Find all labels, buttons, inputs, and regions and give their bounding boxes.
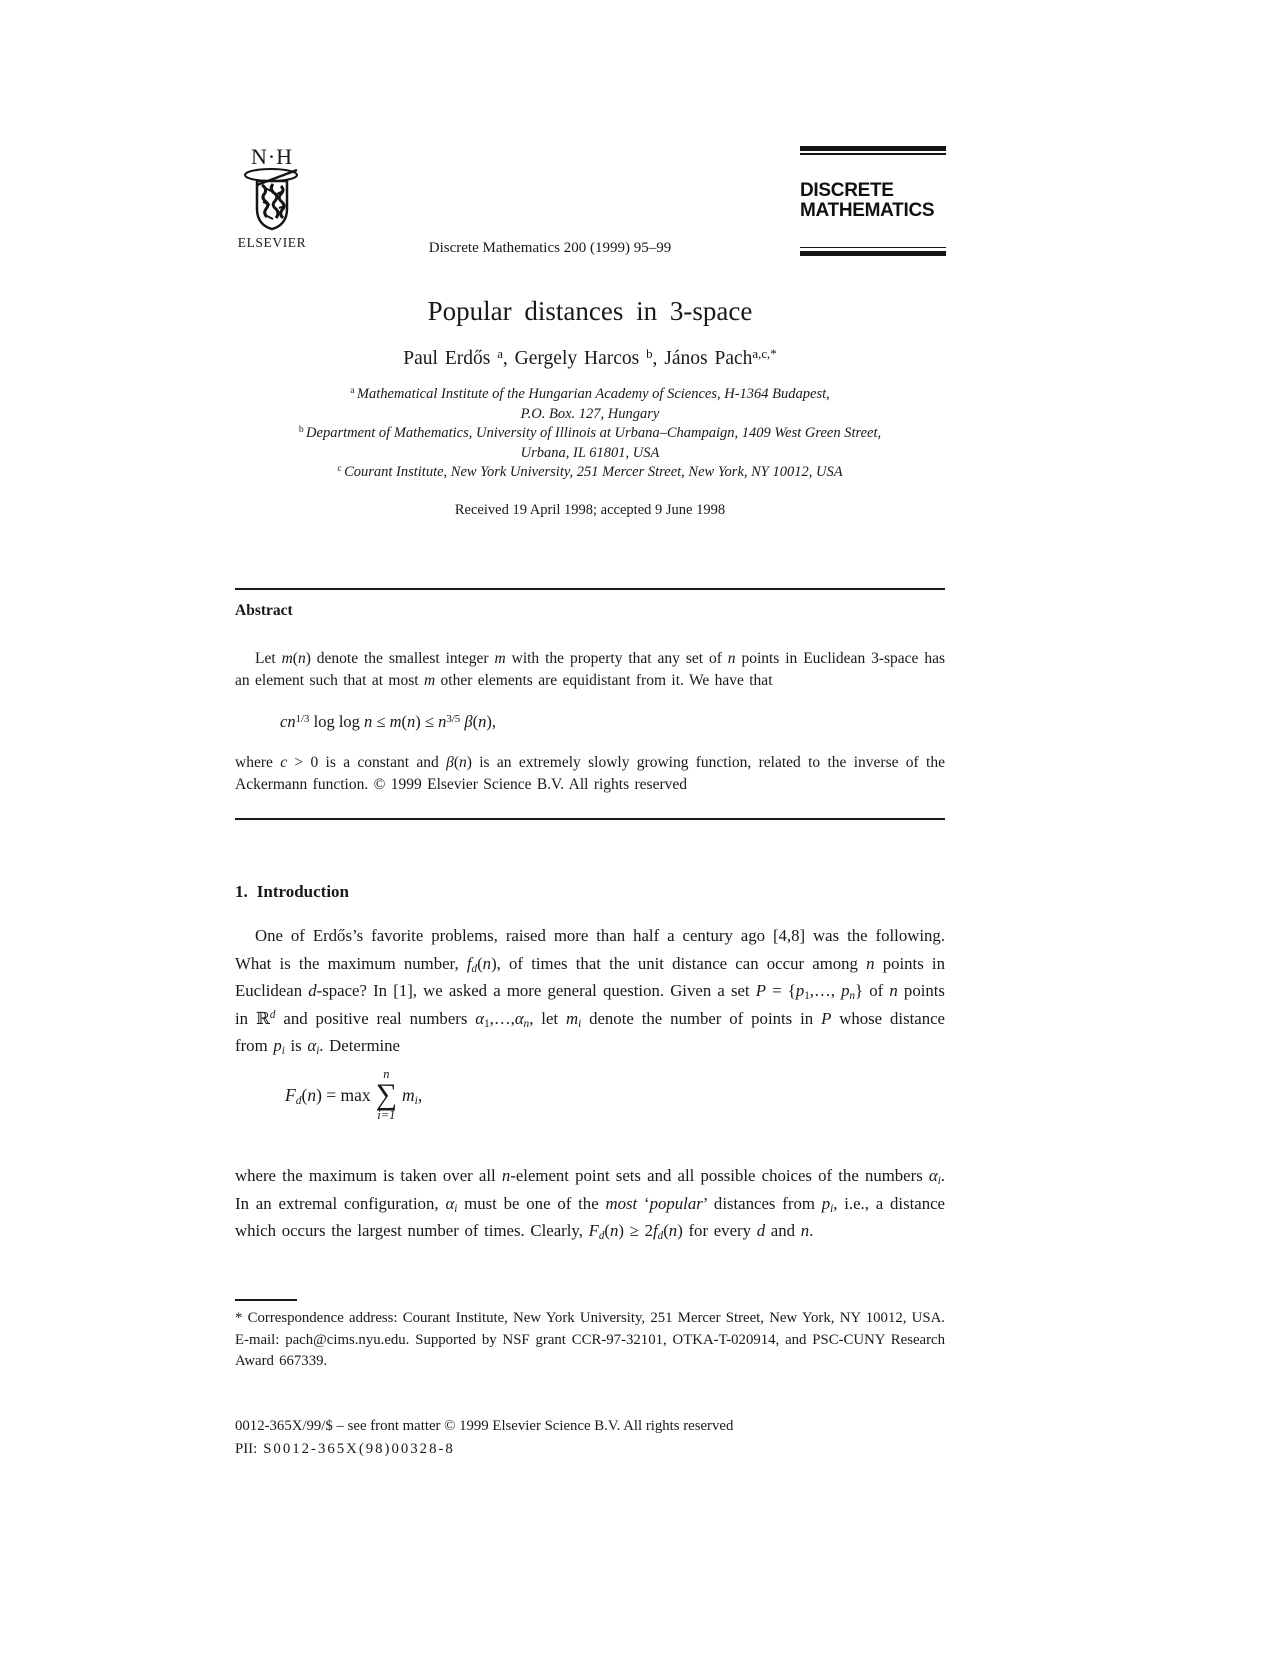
elsevier-logo [237, 146, 307, 251]
section-number: 1. [235, 882, 248, 901]
copyright-line: 0012-365X/99/$ – see front matter © 1999 Elsevier Science B.V. All rights reserved [235, 1418, 734, 1434]
affiliation-line: Urbana, IL 61801, USA [520, 444, 660, 461]
journal-citation: Discrete Mathematics 200 (1999) 95–99 [428, 240, 672, 256]
pii-label: PII: [235, 1441, 258, 1457]
sum-lower-limit: i=1 [377, 1108, 396, 1122]
footnote-divider [235, 1299, 297, 1301]
sum-upper-limit: n [383, 1067, 390, 1081]
display-formula [235, 1068, 945, 1122]
pii-line [235, 1441, 945, 1458]
affiliation-line: $^c$ Courant Institute, New York University, 251 Mercer Street, New York, NY 10012, USA [337, 463, 843, 480]
journal-name-line2: MATHEMATICS [800, 199, 935, 221]
elsevier-wordmark: ELSEVIER [237, 235, 307, 250]
abstract-paragraph: Let m(n) denote the smallest integer m with the property that any set of n points in Euclidean 3-space has an element such that at most m other elements are equidistant from it. We have that [235, 650, 946, 689]
correspondence-footnote: * Correspondence address: Courant Institute, New York University, 251 Mercer Street, New York, NY 10012, USA. E-mail: pach@cims.nyu.edu. Supported by NSF grant CCR-97-32101, OTKA-T-020914, and PSC-CUNY Research Award 667339. [235, 1310, 945, 1369]
affiliation-line: P.O. Box. 127, Hungary [520, 405, 660, 422]
sigma-symbol: ∑ [375, 1078, 398, 1111]
journal-name-line1: DISCRETE [800, 179, 894, 201]
journal-logo [800, 146, 946, 256]
section-divider-rule [235, 818, 945, 820]
affiliation-line: $^a$ Mathematical Institute of the Hungarian Academy of Sciences, H-1364 Budapest, [350, 385, 830, 402]
abstract-formula: $cn^{1/3}$ $\log \log n \le m(n) \le n^{3/5}$ β(n), [280, 712, 496, 731]
article-title: Popular distances in 3-space [427, 296, 753, 326]
affiliations [235, 385, 945, 483]
summation [376, 1068, 397, 1122]
elsevier-tree-icon [243, 168, 301, 232]
top-rule-thin [800, 153, 946, 155]
authors-line: Paul Erdős $^a$, Gergely Harcos $^b$, János Pach$^{a,c,*}$ [403, 346, 777, 369]
section-title: Introduction [256, 882, 350, 901]
section-divider-rule [235, 588, 945, 590]
abstract-closing-paragraph: where c > 0 is a constant and β(n) is an extremely slowly growing function, related to the inverse of the Ackermann function. © 1999 Elsevier Science B.V. All rights reserved [235, 754, 945, 793]
intro-paragraph-1: One of Erdős’s favorite problems, raised more than half a century ago [4,8] was the following. What is the maximum number, $f_d(n)$, of times that the unit distance can occur among n points in Euclidean d-space? In [1], we asked a more general question. Given a set $P = \{p_1,\dots$, $p_n$} of n points in ℝ$^d$ and positive real numbers $\alpha_1,\dots,\alpha_n$, let $m_i$ denote the number of points in P whose distance from $p_i$ is $\alpha_i$. Determine [235, 926, 945, 1058]
nh-monogram: N·H [250, 144, 294, 169]
affiliation-line: $^b$ Department of Mathematics, University of Illinois at Urbana–Champaign, 1409 West Green Street, [298, 424, 882, 441]
abstract-heading: Abstract [235, 602, 293, 619]
intro-paragraph-2: where the maximum is taken over all n-element point sets and all possible choices of the numbers $\alpha_i$. In an extremal configuration, $\alpha_i$ must be one of the most ‘popular’ distances from $p_i$, i.e., a distance which occurs the largest number of times. Clearly, $F_d(n) \ge 2f_d(n)$ for every d and n. [235, 1166, 946, 1243]
received-line: Received 19 April 1998; accepted 9 June 1998 [454, 502, 726, 518]
bottom-rule-thick [800, 251, 946, 256]
formula-rhs: $m_i$, [402, 1084, 423, 1107]
section-heading-introduction [235, 882, 945, 902]
formula-lhs: $F_d(n) = \max$ [285, 1084, 371, 1107]
pii-code: S0012-365X(98)00328-8 [263, 1441, 455, 1457]
